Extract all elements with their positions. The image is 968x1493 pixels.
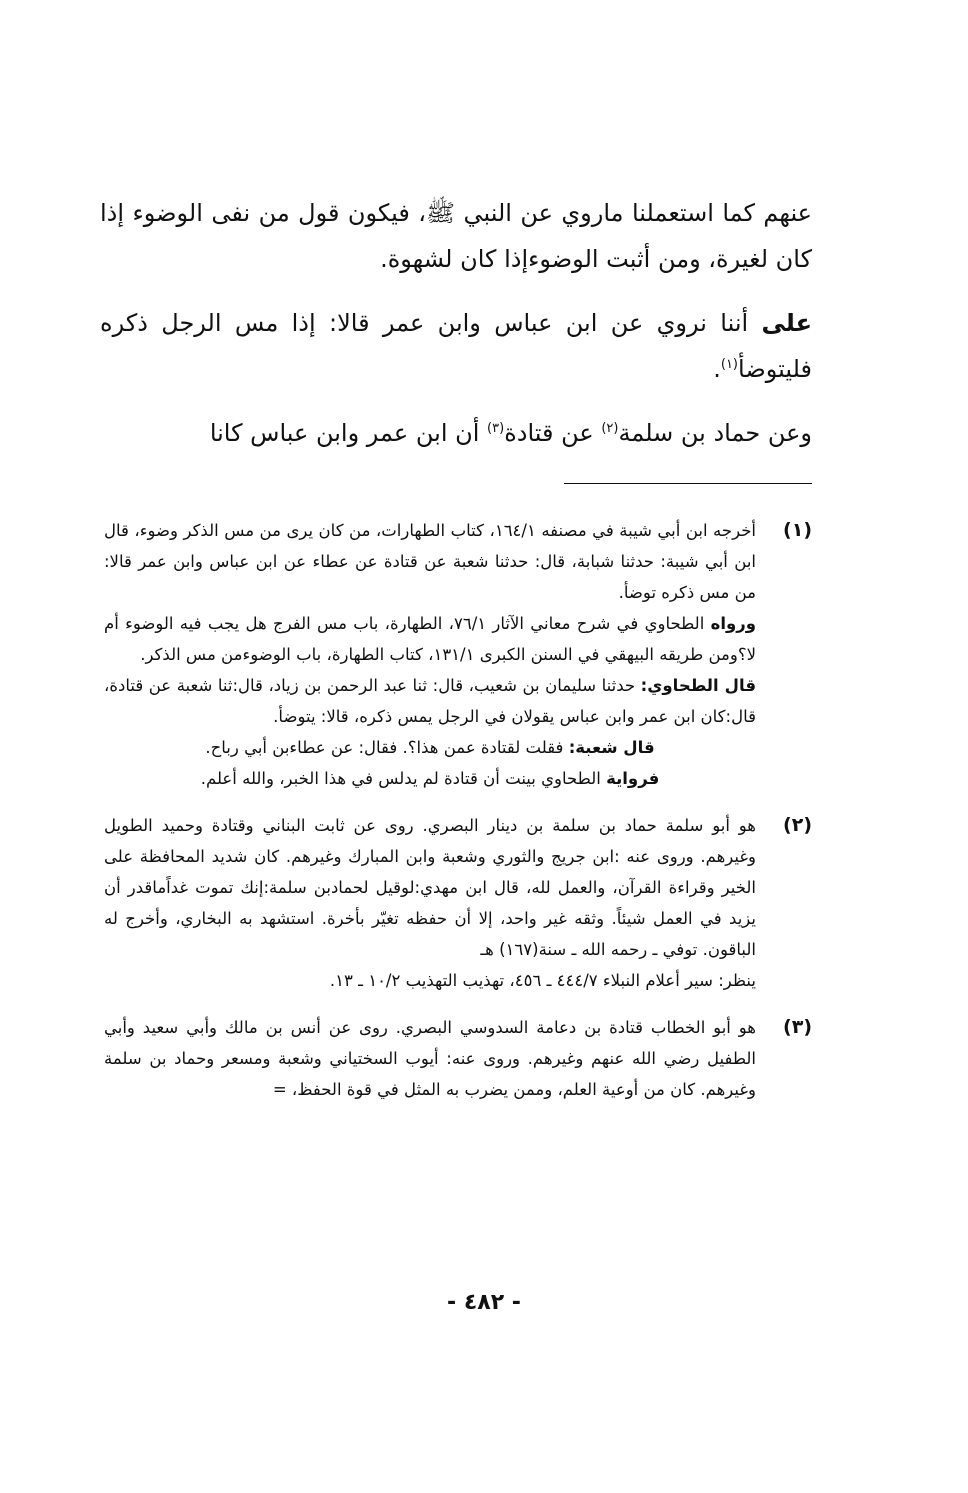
footnote-1-para-3-text: حدثنا سليمان بن شعيب، قال: ثنا عبد الرحمن بن زياد، قال:ثنا شعبة عن قتادة، قال:كان ابن عمر وابن عباس يقولان في الرجل يمس ذكره، قالا: يتوضأ. <box>104 676 756 726</box>
footnote-ref-2: (٢) <box>601 421 619 436</box>
footnote-2 <box>104 810 812 996</box>
paragraph-3 <box>100 410 812 456</box>
footnote-3 <box>104 1012 812 1105</box>
footnote-1-para-5-lead: فرواية <box>606 769 660 788</box>
footnote-1-para-5 <box>104 763 756 794</box>
footnote-1-para-3 <box>104 670 756 732</box>
footnote-ref-1: (١) <box>720 357 738 372</box>
paragraph-2-lead: على <box>761 309 812 337</box>
footnote-1 <box>104 515 812 794</box>
paragraph-3-c: أن ابن عمر وابن عباس كانا <box>209 419 488 447</box>
footnote-1-para-2-lead: ورواه <box>710 614 756 633</box>
footnote-body <box>104 515 756 794</box>
footnote-1-para-4 <box>104 732 756 763</box>
footnote-1-para-4-lead: قال شعبة: <box>568 738 655 757</box>
footnote-1-para-3-lead: قال الطحاوي: <box>640 676 756 695</box>
page-number: - ٤٨٢ - <box>447 1290 521 1315</box>
footnote-number: (٣) <box>783 1016 812 1038</box>
footnote-separator <box>564 483 812 484</box>
footnote-number: (١) <box>783 519 812 541</box>
paragraph-1: عنهم كما استعملنا ماروي عن النبي ﷺ، فيكون قول من نفى الوضوء إذا كان لغيرة، ومن أثبت الوضوءإذا كان لشهوة. <box>100 199 812 273</box>
main-text <box>100 190 812 456</box>
footnote-1-para-2-text: الطحاوي في شرح معاني الآثار ٧٦/١، الطهارة، باب مس الفرج هل يجب فيه الوضوء أم لا؟ومن طريقه البيهقي في السنن الكبرى ١٣١/١، كتاب الطهارة، باب الوضوءمن مس الذكر. <box>104 614 756 664</box>
footnote-1-para-5-text: الطحاوي بينت أن قتادة لم يدلس في هذا الخبر، والله أعلم. <box>200 769 607 788</box>
paragraph-2 <box>100 300 812 392</box>
footnote-body <box>104 810 756 996</box>
footnote-ref-3: (٣) <box>487 421 505 436</box>
footnote-number: (٢) <box>783 814 812 836</box>
paragraph-3-a: وعن حماد بن سلمة <box>618 419 812 447</box>
footnote-body <box>104 1012 756 1105</box>
footnote-1-para-4-text: فقلت لقتادة عمن هذا؟. فقال: عن عطاءبن أبي رباح. <box>205 738 569 757</box>
footnote-1-para-1: أخرجه ابن أبي شيبة في مصنفه ١٦٤/١، كتاب الطهارات، من كان يرى من مس الذكر وضوء، قال ابن أبي شيبة: حدثنا شبابة، قال: حدثنا شعبة عن قتادة عن عطاء عن ابن عباس وابن عمر قالا: من مس ذكره توضأ. <box>104 521 756 602</box>
paragraph-3-b: عن قتادة <box>504 419 602 447</box>
footnote-1-para-2 <box>104 608 756 670</box>
paragraph-2-text: أننا نروي عن ابن عباس وابن عمر قالا: إذا مس الرجل ذكره فليتوضأ <box>100 309 812 383</box>
footnotes <box>104 515 812 1121</box>
footnote-2-para-2: ينظر: سير أعلام النبلاء ٤٤٤/٧ ـ ٤٥٦، تهذيب التهذيب ١٠/٢ ـ ١٣. <box>329 971 756 990</box>
footnote-2-para-1: هو أبو سلمة حماد بن سلمة بن دينار البصري. روى عن ثابت البناني وقتادة وحميد الطويل وغيرهم. وروى عنه :ابن جريج والثوري وشعبة وابن المبارك وغيرهم. كان شديد المحافظة على الخير وقراءة القرآن، والعمل لله، قال ابن مهدي:لوقيل لحمادبن سلمة:إنك تموت غداًماقدر أن يزيد في العمل شيئاً. وثقه غير واحد، إلا أن حفظه تغيّر بأخرة. استشهد به البخاري، وأخرج له الباقون. توفي ـ رحمه الله ـ سنة(١٦٧) هـ <box>104 816 756 959</box>
paragraph-2-end: . <box>713 355 721 383</box>
footnote-3-para-1: هو أبو الخطاب قتادة بن دعامة السدوسي البصري. روى عن أنس بن مالك وأبي سعيد وأبي الطفيل رضي الله عنهم وغيرهم. وروى عنه: أيوب السختياني وشعبة ومسعر وحماد بن سلمة وغيرهم. كان من أوعية العلم، وممن يضرب به المثل في قوة الحفظ، = <box>104 1018 756 1099</box>
